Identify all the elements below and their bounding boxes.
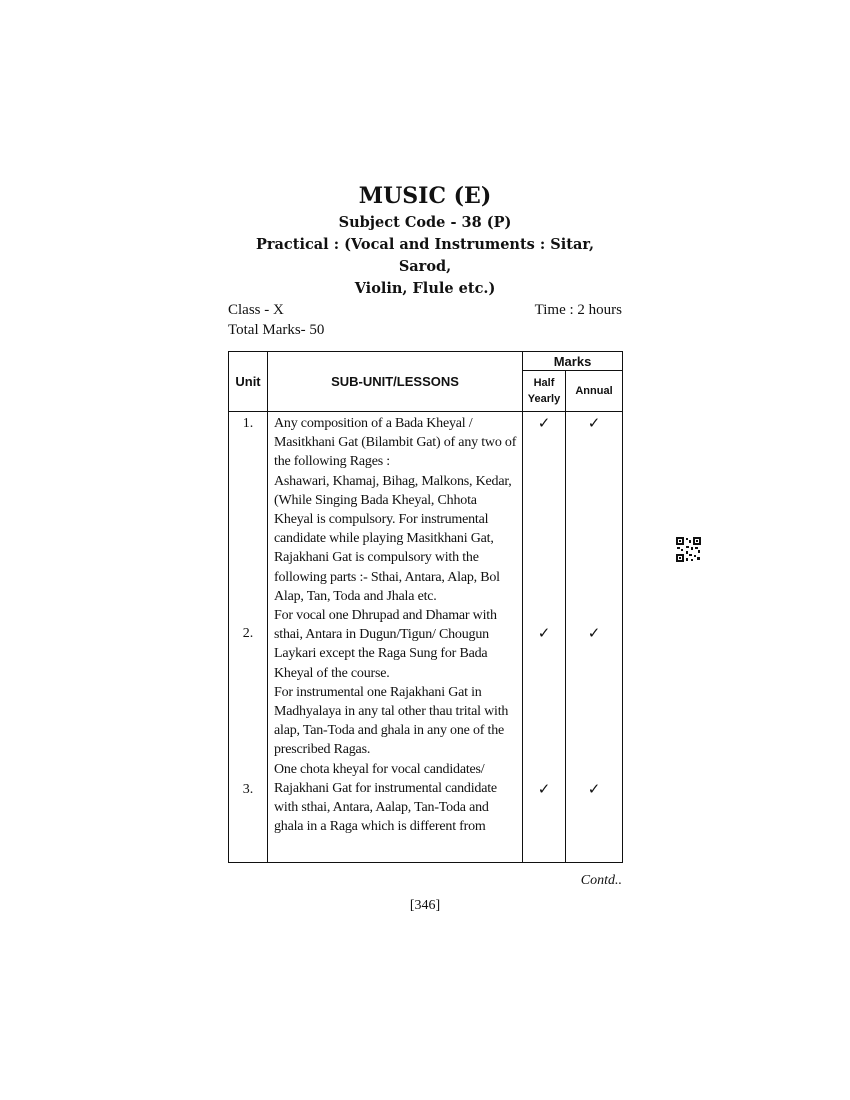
lessons-column <box>268 412 523 863</box>
body-row <box>229 412 623 863</box>
continued-note: Contd.. <box>580 873 622 888</box>
check-icon: ✓ <box>587 780 601 798</box>
page-title: MUSIC (E) <box>358 183 492 209</box>
check-icon: ✓ <box>587 414 601 432</box>
half-yearly-header-line1: Half <box>533 377 555 389</box>
half-yearly-header <box>523 371 566 412</box>
unit-number: 2. <box>242 626 254 641</box>
practical-line-1: Practical : (Vocal and Instruments : Sitar, Sarod, <box>255 236 594 275</box>
marks-header: Marks <box>523 352 623 371</box>
unit-number: 1. <box>242 416 254 431</box>
subject-code: Subject Code - 38 (P) <box>338 214 512 231</box>
class-label: Class - X <box>228 302 284 318</box>
page-number: [346] <box>409 898 441 913</box>
header-row-1 <box>229 352 623 371</box>
check-icon: ✓ <box>537 624 551 642</box>
sub-unit-header: SUB-UNIT/LESSONS <box>268 352 523 412</box>
unit-header: Unit <box>229 352 268 412</box>
time-label: Time : 2 hours <box>534 302 622 318</box>
unit-number: 3. <box>242 782 254 797</box>
total-marks-label: Total Marks- 50 <box>228 322 325 338</box>
total-marks-row <box>228 320 622 340</box>
half-yearly-header-line2: Yearly <box>527 393 561 405</box>
check-icon: ✓ <box>587 624 601 642</box>
lesson-paragraph: Ashawari, Khamaj, Bihag, Malkons, Kedar, (While Singing Bada Kheyal, Chhota Kheyal is compulsory. For instrumental candidate while playing Masitkhani Gat, Rajakhani Gat is compulsory with the following parts :- Sthai, Antara, Alap, Bol Alap, Tan, Toda and Jhala etc. <box>274 473 512 604</box>
half-yearly-column <box>523 412 566 863</box>
class-time-row <box>228 300 622 320</box>
syllabus-table <box>228 351 623 863</box>
practical-line-2: Violin, Flule etc.) <box>354 280 496 297</box>
check-icon: ✓ <box>537 780 551 798</box>
qr-code-icon <box>676 537 701 562</box>
page-header <box>228 180 622 300</box>
annual-header: Annual <box>566 371 623 412</box>
unit-column <box>229 412 268 863</box>
lesson-paragraph: One chota kheyal for vocal candidates/ Rajakhani Gat for instrumental candidate with sthai, Antara, Aalap, Tan-Toda and ghala in a Raga which is different from <box>274 761 497 835</box>
annual-column <box>566 412 623 863</box>
lesson-paragraph: For instrumental one Rajakhani Gat in Madhyalaya in any tal other thau trital with alap, Tan-Toda and ghala in any one of the prescribed Ragas. <box>274 684 509 758</box>
lesson-paragraph: Any composition of a Bada Kheyal / Masitkhani Gat (Bilambit Gat) of any two of the following Rages : <box>274 416 517 470</box>
check-icon: ✓ <box>537 414 551 432</box>
lesson-paragraph: For vocal one Dhrupad and Dhamar with sthai, Antara in Dugun/Tigun/ Chougun Laykari except the Raga Sung for Bada Kheyal of the course. <box>274 608 497 681</box>
